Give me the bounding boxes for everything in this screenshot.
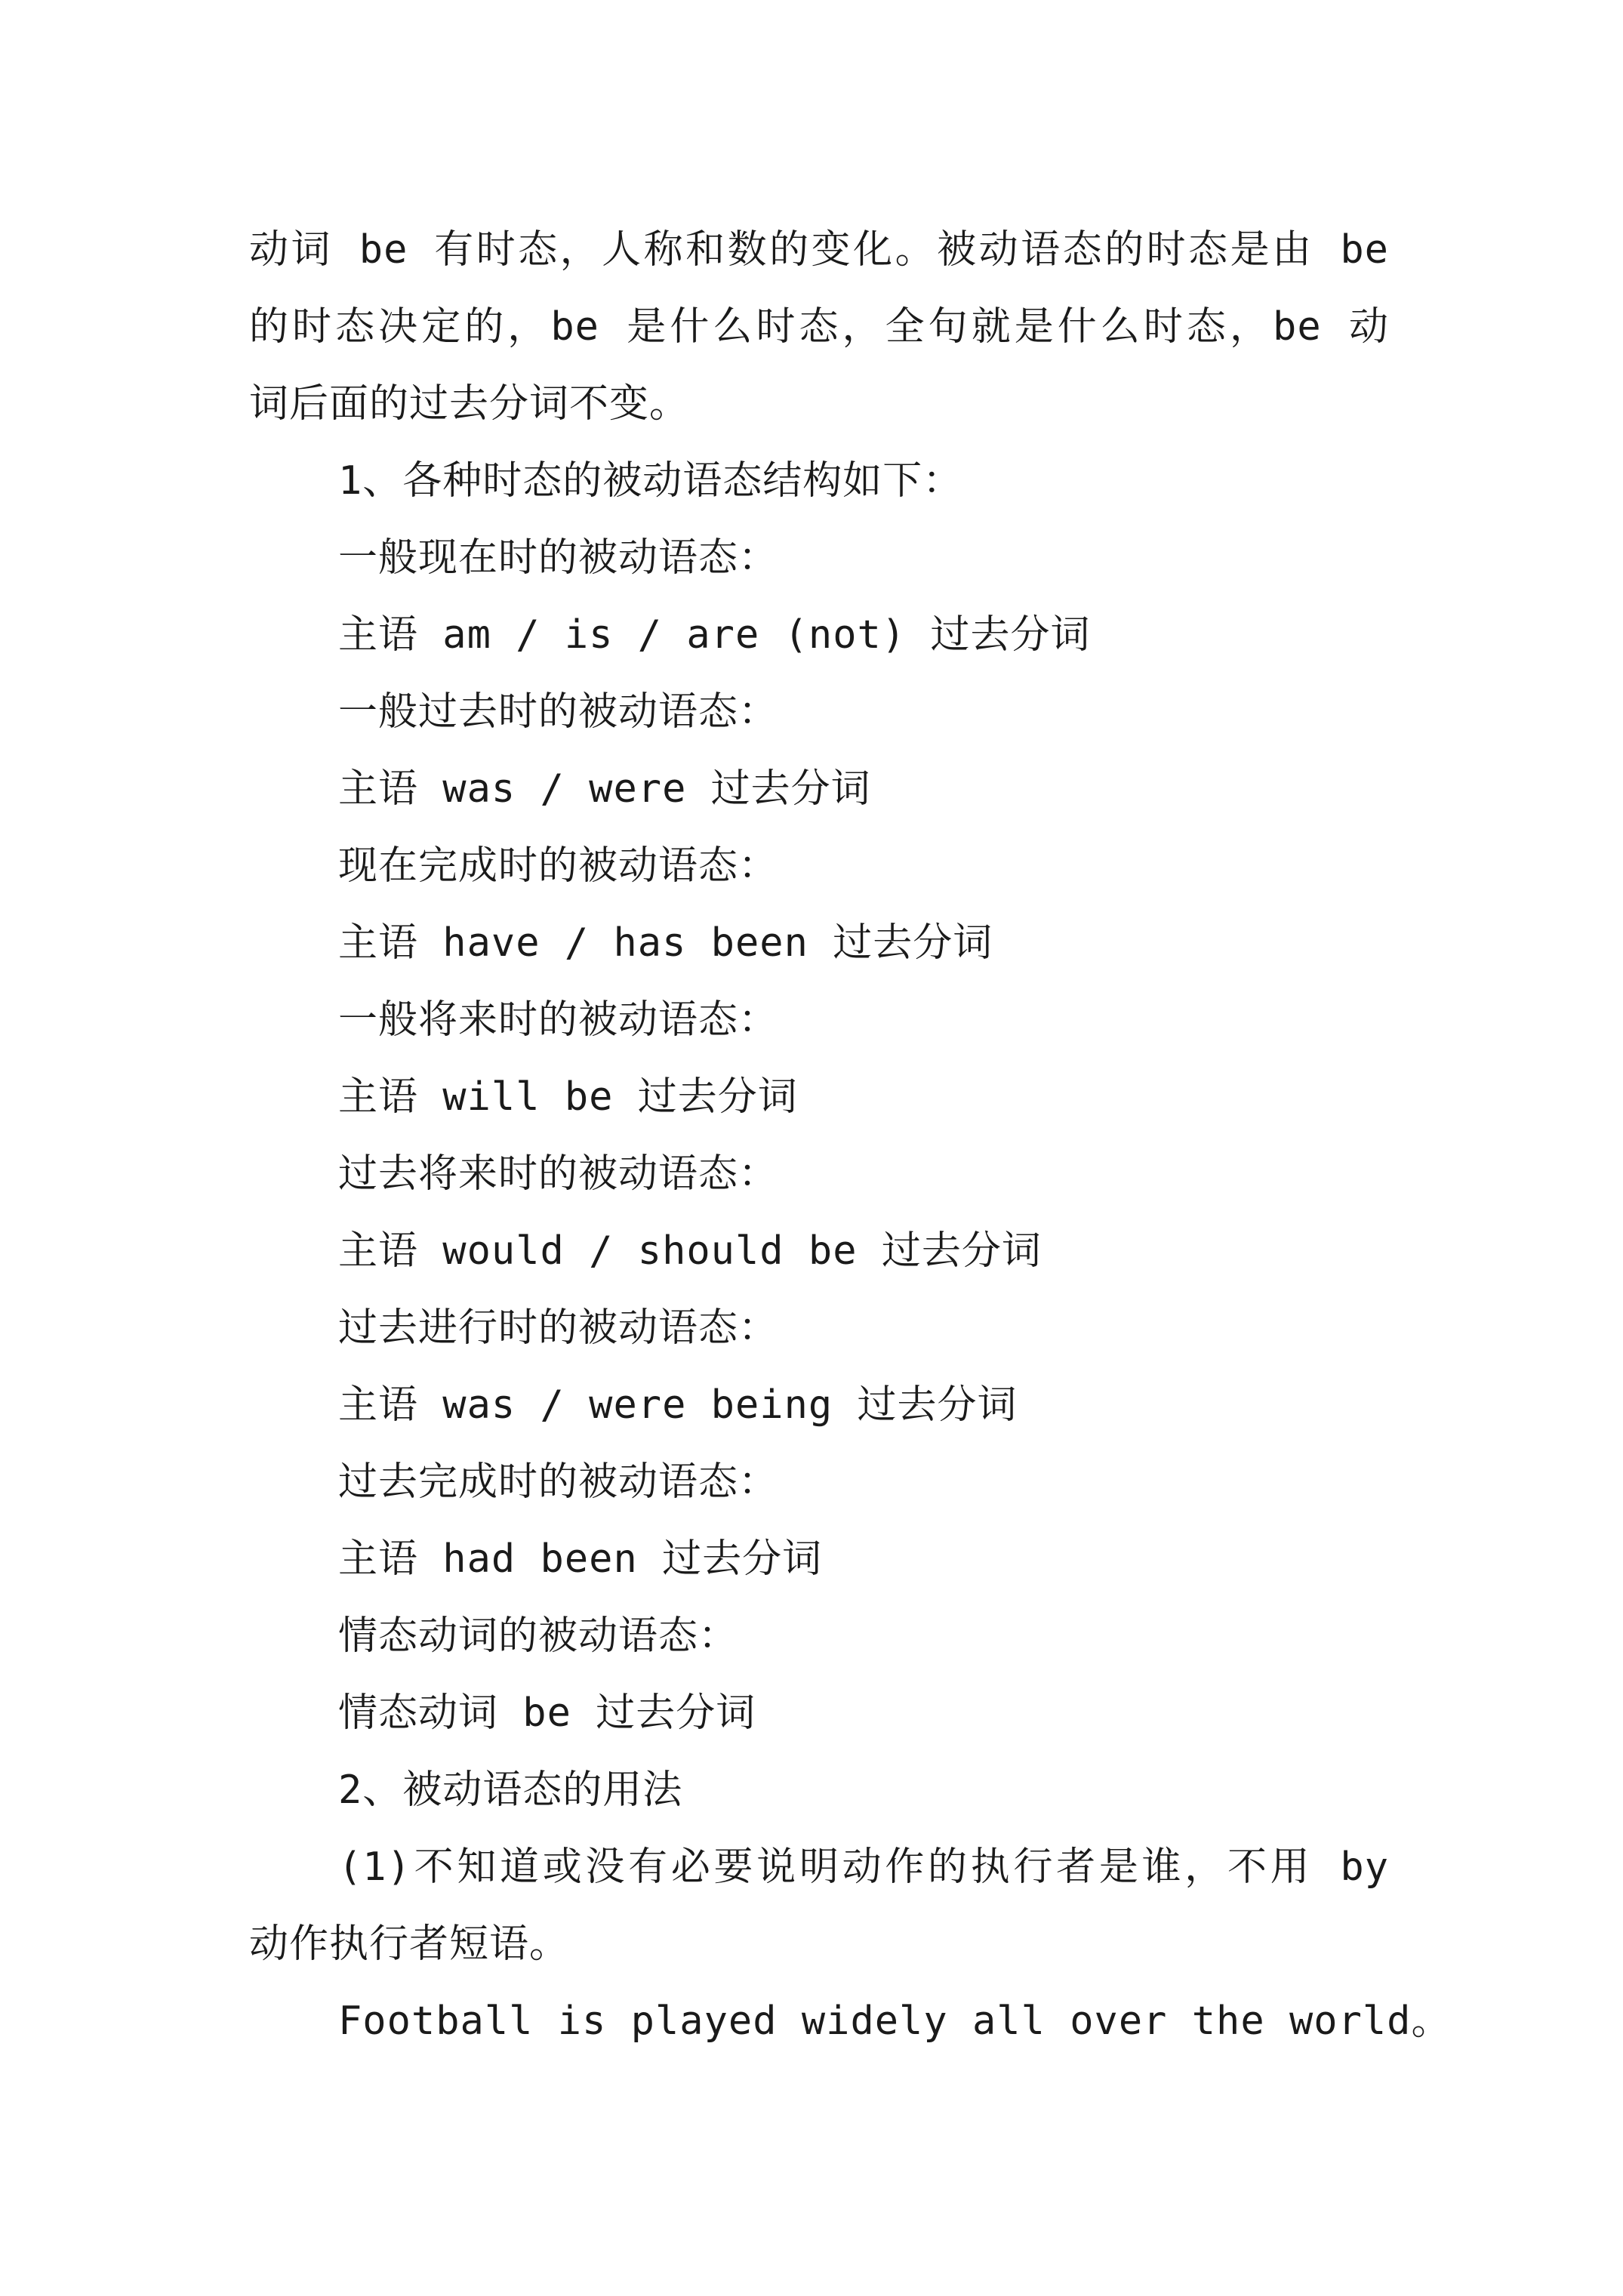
point1-line-2: 动作执行者短语。 — [249, 1922, 570, 1967]
point1-line-1: (1)不知道或没有必要说明动作的执行者是谁，不用 by — [338, 1845, 1389, 1890]
tense-form: 主语 will be 过去分词 — [338, 1074, 798, 1120]
tense-form: 主语 was / were being 过去分词 — [338, 1382, 1018, 1428]
section1-heading: 1、各种时态的被动语态结构如下： — [338, 458, 963, 504]
tense-name: 一般将来时的被动语态： — [338, 997, 779, 1043]
tense-name: 过去将来时的被动语态： — [338, 1151, 779, 1197]
tense-form: 主语 would / should be 过去分词 — [338, 1228, 1042, 1274]
document-page — [249, 211, 1452, 2060]
example-sentence: Football is played widely all over the world。 — [338, 1999, 1452, 2044]
tense-name: 情态动词的被动语态： — [338, 1613, 739, 1659]
tense-form: 主语 had been 过去分词 — [338, 1536, 823, 1582]
tense-name: 过去进行时的被动语态： — [338, 1305, 779, 1351]
section2-heading: 2、被动语态的用法 — [338, 1767, 683, 1813]
tense-name: 现在完成时的被动语态： — [338, 843, 779, 889]
tense-form: 主语 have / has been 过去分词 — [338, 920, 993, 966]
intro-line-3: 词后面的过去分词不变。 — [249, 381, 690, 427]
tense-form: 主语 was / were 过去分词 — [338, 766, 871, 812]
tense-form: 情态动词 be 过去分词 — [338, 1690, 756, 1736]
tense-name: 一般现在时的被动语态： — [338, 535, 779, 581]
intro-line-1: 动词 be 有时态，人称和数的变化。被动语态的时态是由 be — [249, 227, 1389, 273]
tense-form: 主语 am / is / are (not) 过去分词 — [338, 612, 1091, 658]
tense-name: 一般过去时的被动语态： — [338, 689, 779, 735]
tense-name: 过去完成时的被动语态： — [338, 1459, 779, 1505]
intro-line-2: 的时态决定的，be 是什么时态，全句就是什么时态，be 动 — [249, 304, 1389, 350]
